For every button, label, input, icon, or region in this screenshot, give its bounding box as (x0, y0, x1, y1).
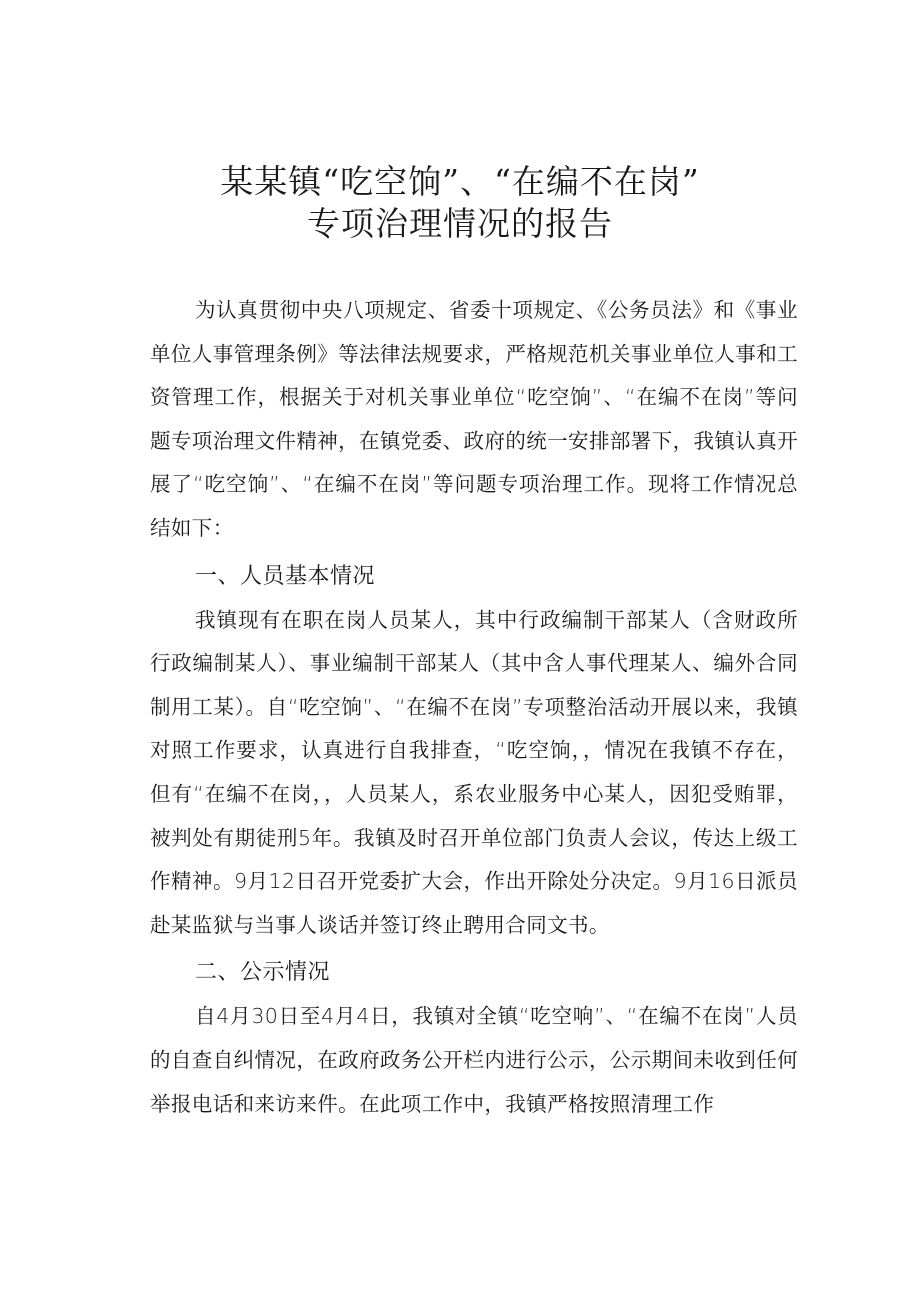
section2-paragraph: 自4月30日至4月4日，我镇对全镇“吃空响”、“在编不在岗”人员的自查自纠情况，在政府政务公开栏内进行公示，公示期间未收到任何举报电话和来访来件。在此项工作中，我镇严格按照清理工作 (150, 1004, 798, 1116)
intro-paragraph: 为认真贯彻中央八项规定、省委十项规定、《公务员法》和《事业单位人事管理条例》等法律法规要求，严格规范机关事业单位人事和工资管理工作，根据关于对机关事业单位“吃空饷”、“在编不在岗”等问题专项治理文件精神，在镇党委、政府的统一安排部署下，我镇认真开展了“吃空饷”、“在编不在岗”等问题专项治理工作。现将工作情况总结如下： (150, 298, 798, 540)
section1-paragraph: 我镇现有在职在岗人员某人，其中行政编制干部某人（含财政所行政编制某人）、事业编制干部某人（其中含人事代理某人、编外合同制用工某）。自“吃空饷”、“在编不在岗”专项整治活动开展以来，我镇对照工作要求，认真进行自我排查，“吃空饷，，情况在我镇不存在，但有“在编不在岗，，人员某人，系农业服务中心某人，因犯受贿罪，被判处有期徒刑5年。我镇及时召开单位部门负责人会议，传达上级工作精神。9月12日召开党委扩大会，作出开除处分决定。9月16日派员赴某监狱与当事人谈话并签订终止聘用合同文书。 (150, 607, 798, 937)
document-title-line2: 专项治理情况的报告 (307, 204, 613, 243)
section1-heading: 一、人员基本情况 (195, 563, 376, 589)
document-title-line1: 某某镇“吃空饷”、“在编不在岗” (220, 162, 700, 201)
section2-heading: 二、公示情况 (195, 960, 331, 986)
document-body (150, 289, 798, 1126)
